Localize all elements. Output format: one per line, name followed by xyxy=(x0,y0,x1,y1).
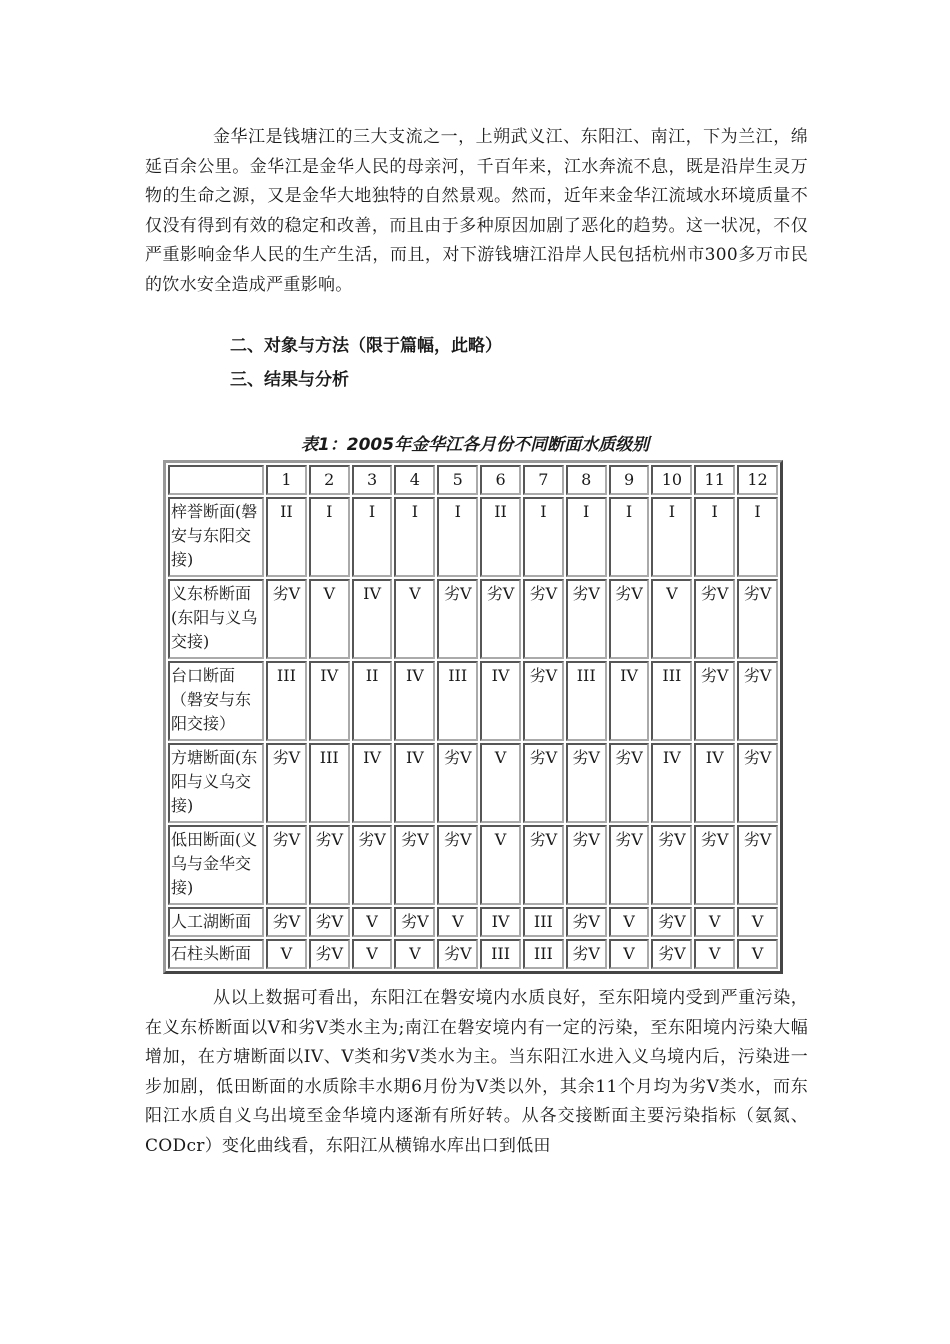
table-header-row xyxy=(168,465,778,495)
grade-cell: I xyxy=(309,497,350,577)
section-name-cell: 梓誉断面(磐安与东阳交接) xyxy=(168,497,264,577)
grade-cell: V xyxy=(737,939,778,969)
table-corner-cell xyxy=(168,465,264,495)
grade-cell: 劣V xyxy=(566,579,607,659)
grade-cell: V xyxy=(309,579,350,659)
grade-cell: 劣V xyxy=(266,825,307,905)
grade-cell: III xyxy=(309,743,350,823)
grade-cell: III xyxy=(266,661,307,741)
grade-cell: 劣V xyxy=(737,825,778,905)
grade-cell: III xyxy=(523,939,564,969)
table-row xyxy=(168,743,778,823)
month-header: 5 xyxy=(437,465,478,495)
grade-cell: V xyxy=(694,907,735,937)
grade-cell: 劣V xyxy=(694,661,735,741)
grade-cell: V xyxy=(352,939,393,969)
grade-cell: 劣V xyxy=(309,825,350,905)
section-name-cell: 台口断面（磐安与东阳交接） xyxy=(168,661,264,741)
grade-cell: IV xyxy=(480,907,521,937)
grade-cell: IV xyxy=(309,661,350,741)
month-header: 9 xyxy=(609,465,650,495)
grade-cell: 劣V xyxy=(651,907,692,937)
grade-cell: I xyxy=(566,497,607,577)
grade-cell: 劣V xyxy=(437,939,478,969)
grade-cell: 劣V xyxy=(609,825,650,905)
grade-cell: 劣V xyxy=(566,743,607,823)
grade-cell: 劣V xyxy=(437,743,478,823)
grade-cell: 劣V xyxy=(394,907,435,937)
grade-cell: 劣V xyxy=(394,825,435,905)
grade-cell: I xyxy=(523,497,564,577)
table-row xyxy=(168,939,778,969)
table-row xyxy=(168,661,778,741)
grade-cell: 劣V xyxy=(566,825,607,905)
grade-cell: V xyxy=(480,825,521,905)
month-header: 8 xyxy=(566,465,607,495)
grade-cell: IV xyxy=(394,661,435,741)
water-quality-table-wrapper xyxy=(163,460,783,974)
grade-cell: III xyxy=(437,661,478,741)
grade-cell: 劣V xyxy=(737,579,778,659)
grade-cell: 劣V xyxy=(609,579,650,659)
grade-cell: V xyxy=(394,579,435,659)
grade-cell: IV xyxy=(694,743,735,823)
grade-cell: V xyxy=(609,907,650,937)
section-name-cell: 人工湖断面 xyxy=(168,907,264,937)
grade-cell: II xyxy=(266,497,307,577)
grade-cell: IV xyxy=(651,743,692,823)
month-header: 4 xyxy=(394,465,435,495)
grade-cell: IV xyxy=(352,579,393,659)
month-header: 12 xyxy=(737,465,778,495)
table-row xyxy=(168,497,778,577)
section-name-cell: 义东桥断面(东阳与义乌交接) xyxy=(168,579,264,659)
grade-cell: III xyxy=(480,939,521,969)
grade-cell: IV xyxy=(480,661,521,741)
grade-cell: 劣V xyxy=(694,579,735,659)
grade-cell: 劣V xyxy=(566,939,607,969)
month-header: 2 xyxy=(309,465,350,495)
grade-cell: 劣V xyxy=(651,939,692,969)
grade-cell: 劣V xyxy=(437,579,478,659)
grade-cell: I xyxy=(737,497,778,577)
month-header: 7 xyxy=(523,465,564,495)
month-header: 1 xyxy=(266,465,307,495)
section-name-cell: 方塘断面(东阳与义乌交接) xyxy=(168,743,264,823)
table-caption: 表1：2005年金华江各月份不同断面水质级别 xyxy=(300,435,650,455)
grade-cell: I xyxy=(651,497,692,577)
grade-cell: 劣V xyxy=(523,825,564,905)
grade-cell: III xyxy=(651,661,692,741)
grade-cell: 劣V xyxy=(309,907,350,937)
grade-cell: 劣V xyxy=(266,579,307,659)
grade-cell: IV xyxy=(352,743,393,823)
intro-paragraph: 金华江是钱塘江的三大支流之一，上朔武义江、东阳江、南江，下为兰江，绵延百余公里。金华江是金华人民的母亲河，千百年来，江水奔流不息，既是沿岸生灵万物的生命之源，又是金华大地独特的自然景观。然而，近年来金华江流域水环境质量不仅没有得到有效的稳定和改善，而且由于多种原因加剧了恶化的趋势。这一状况，不仅严重影响金华人民的生产生活，而且，对下游钱塘江沿岸人民包括杭州市300多万市民的饮水安全造成严重影响。 xyxy=(145,127,808,295)
grade-cell: II xyxy=(352,661,393,741)
month-header: 3 xyxy=(352,465,393,495)
water-quality-table xyxy=(163,460,783,974)
grade-cell: I xyxy=(694,497,735,577)
grade-cell: 劣V xyxy=(523,661,564,741)
grade-cell: IV xyxy=(609,661,650,741)
table-row xyxy=(168,907,778,937)
grade-cell: I xyxy=(437,497,478,577)
grade-cell: 劣V xyxy=(480,579,521,659)
section-3-heading: 三、结果与分析 xyxy=(230,370,349,390)
grade-cell: II xyxy=(480,497,521,577)
grade-cell: V xyxy=(394,939,435,969)
grade-cell: III xyxy=(523,907,564,937)
grade-cell: 劣V xyxy=(651,825,692,905)
grade-cell: 劣V xyxy=(694,825,735,905)
section-name-cell: 低田断面(义乌与金华交接) xyxy=(168,825,264,905)
month-header: 6 xyxy=(480,465,521,495)
grade-cell: 劣V xyxy=(309,939,350,969)
grade-cell: 劣V xyxy=(523,579,564,659)
analysis-paragraph: 从以上数据可看出，东阳江在磐安境内水质良好，至东阳境内受到严重污染，在义东桥断面以V和劣V类水主为;南江在磐安境内有一定的污染，至东阳境内污染大幅增加，在方塘断面以IV、V类和劣V类水为主。当东阳江水进入义乌境内后，污染进一步加剧，低田断面的水质除丰水期6月份为V类以外，其余11个月均为劣V类水，而东阳江水质自义乌出境至金华境内逐渐有所好转。从各交接断面主要污染指标（氨氮、CODcr）变化曲线看，东阳江从横锦水库出口到低田 xyxy=(145,988,808,1156)
grade-cell: IV xyxy=(394,743,435,823)
month-header: 10 xyxy=(651,465,692,495)
section-name-cell: 石柱头断面 xyxy=(168,939,264,969)
grade-cell: 劣V xyxy=(523,743,564,823)
grade-cell: I xyxy=(352,497,393,577)
grade-cell: 劣V xyxy=(266,743,307,823)
grade-cell: V xyxy=(480,743,521,823)
grade-cell: 劣V xyxy=(737,661,778,741)
grade-cell: V xyxy=(437,907,478,937)
table-row xyxy=(168,579,778,659)
grade-cell: 劣V xyxy=(437,825,478,905)
grade-cell: 劣V xyxy=(566,907,607,937)
grade-cell: V xyxy=(609,939,650,969)
grade-cell: V xyxy=(352,907,393,937)
grade-cell: V xyxy=(266,939,307,969)
grade-cell: V xyxy=(694,939,735,969)
grade-cell: I xyxy=(394,497,435,577)
section-2-heading: 二、对象与方法（限于篇幅，此略） xyxy=(230,336,502,356)
table-row xyxy=(168,825,778,905)
grade-cell: I xyxy=(609,497,650,577)
grade-cell: V xyxy=(651,579,692,659)
grade-cell: 劣V xyxy=(609,743,650,823)
grade-cell: V xyxy=(737,907,778,937)
grade-cell: 劣V xyxy=(737,743,778,823)
month-header: 11 xyxy=(694,465,735,495)
grade-cell: 劣V xyxy=(352,825,393,905)
grade-cell: III xyxy=(566,661,607,741)
grade-cell: 劣V xyxy=(266,907,307,937)
